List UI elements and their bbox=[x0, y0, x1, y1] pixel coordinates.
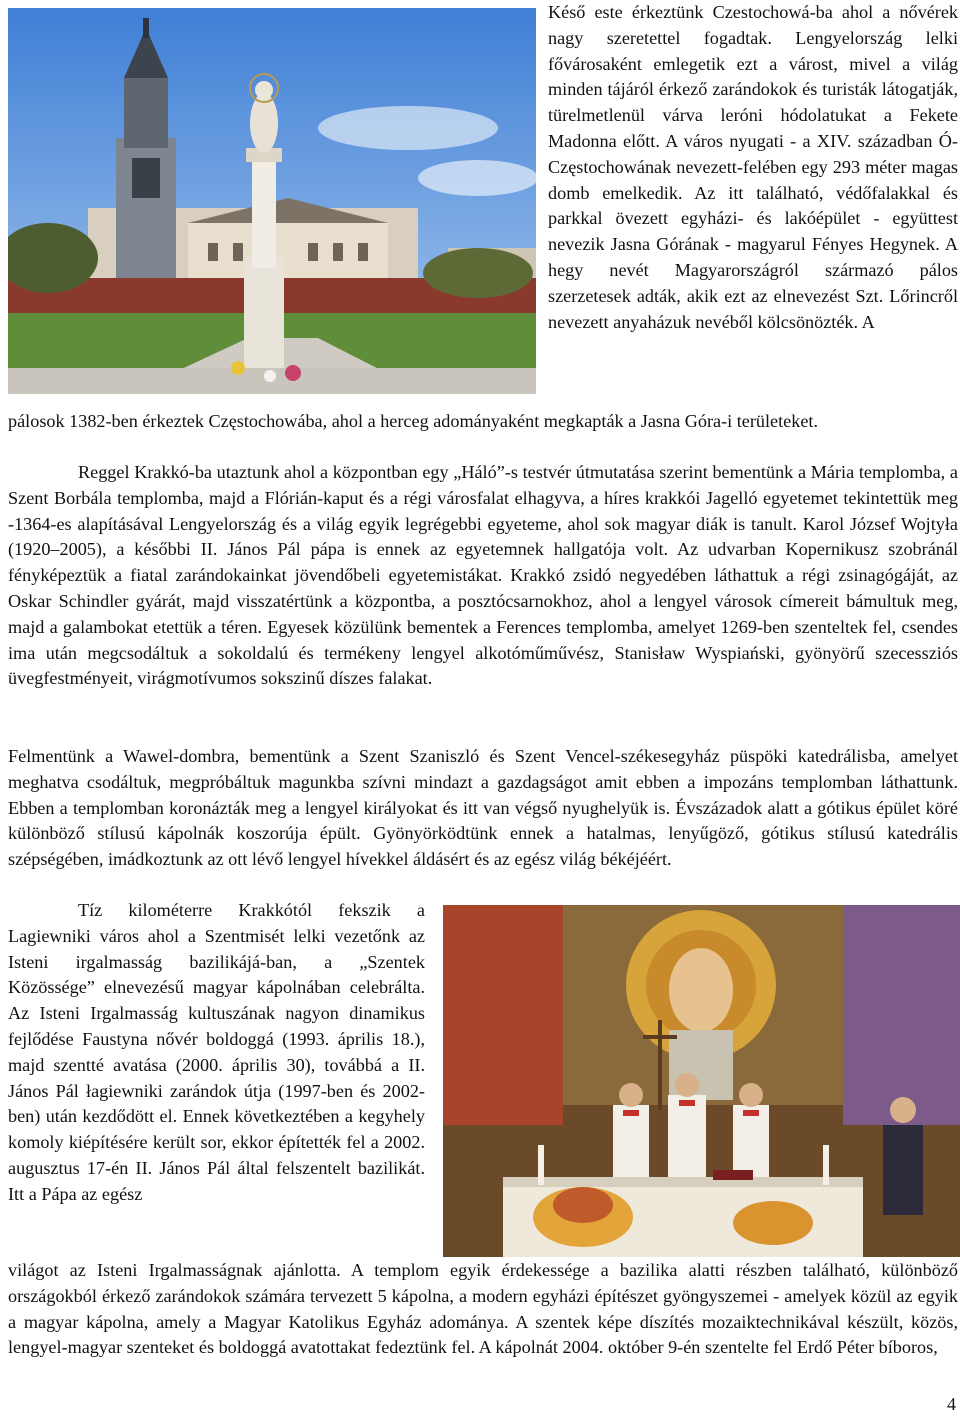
intro-paragraph-continued: pálosok 1382-ben érkeztek Częstochowába, ahol a herceg adományaként megkapták a Jasna Góra-i területeket. bbox=[8, 411, 819, 431]
chapel-mass-photo bbox=[443, 905, 960, 1257]
jasna-gora-photo bbox=[8, 8, 536, 394]
intro-paragraph: Késő este érkeztünk Czestochowá-ba ahol a nővérek nagy szeretettel fogadtak. Lengyelország lelki fővárosaként emlegetik ezt a várost, mivel a világ minden tájáról érkező zarándokok és turisták látogatják, türelmetlenül várva leróni hódolatukat a Fekete Madonna előtt. A város nyugati - a XIV. században Ó- Częstochowának nevezett-felében egy 293 méter magas domb emelkedik. Az itt található, védőfalakkal és parkkal övezett egyházi- és lakóépület - együttest nevezik Jasna Górának - magyarul Fényes Hegynek. A hegy nevét Magyarországról származó pálos szerzetesek adták, akik ezt az elnevezést Szt. Lőrincről nevezett anyaházuk nevéből kölcsönözték. A bbox=[548, 2, 958, 332]
wawel-paragraph: Felmentünk a Wawel-dombra, bementünk a Szent Szaniszló és Szent Vencel-székesegyház püspöki katedrálisba, amelyet meghatva csodáltuk, megpróbáltuk magunkba szívni mindazt a gazdagságot amit ebben a impozáns templomban láthattunk. Ebben a templomban koronázták meg a lengyel királyokat és itt van végső nyughelyük is. Évszázadok alatt a gótikus épület köré különböző stílusú kápolnák koszorúja épült. Gyönyörködtünk ennek a hatalmas, lenyűgöző, gótikus stílusú katedrális szépségében, imádkoztunk az ott lévő lengyel hívekkel áldásért és az egész világ békéjéért. bbox=[8, 746, 958, 870]
lagiewniki-paragraph: Tíz kilométerre Krakkótól fekszik a Lagiewniki város ahol a Szentmisét lelki vezetőnk az Isteni irgalmasság bazilikájá-ban, a „Szentek Közössége” elnevezésű magyar kápolnában celebrálta. Az Isteni Irgalmasság kultuszának nagyon dinamikus fejlődése Faustyna nővér boldoggá (1993. április 18.), majd szentté avatása (2000. április 30), továbbá a II. János Pál łagiewniki zarándok útja (1997-ben és 2002-ben) után kezdődött el. Ennek következtében a kegyhely komoly kiépítésére került sor, ekkor építették fel a 2002. augusztus 17-én II. János Pál által felszentelt bazilikát. Itt a Pápa az egész bbox=[8, 900, 425, 1204]
lagiewniki-paragraph-continued: világot az Isteni Irgalmasságnak ajánlotta. A templom egyik érdekessége a bazilika alatti részben található, különböző országokból érkező zarándokok számára tervezett 5 kápolna, a modern egyházi építészet gyöngyszemei - amelyek közül az egyik a magyar kápolna, amely a Magyar Katolikus Egyház adománya. A szentek képe díszítés mozaiktechnikával készült, közös, lengyel-magyar szenteket és boldoggá avatottakat fedeztünk fel. A kápolnát 2004. október 9-én szentelte fel Erdő Péter bíboros, bbox=[8, 1260, 958, 1358]
krakow-paragraph: Reggel Krakkó-ba utaztunk ahol a központban egy „Háló”-s testvér útmutatása szerint bementünk a Mária templomba, a Szent Borbála templomba, majd a Flórián-kaput és a régi városfalat elhagyva, a híres krakkói Jagelló egyetemet tekintettük meg -1364-es alapításával Lengyelország és a világ egyik legrégebbi egyeteme, ahol sok magyar diák is tanult. Karol József Wojtyła (1920–2005), a későbbi II. János Pál pápa is ennek az egyetemnek hallgatója volt. Az udvarban Kopernikusz szobránál fényképeztük a fiatal zarándokainkat jövendőbeli egyetemistákat. Krakkó zsidó negyedében láthattuk a régi zsinagógáját, az Oskar Schindler gyárát, majd visszatértünk a központba, a posztócsarnokhoz, ahol a lengyel városok címereit bámultuk meg, majd a galambokat etettük a téren. Egyesek közülünk bementek a Ferences templomba, amelyet 1269-ben szenteltek fel, csendes ima után megcsodáltuk a sokoldalú és termékeny lengyel alkotóműművész, Stanisław Wyspiański, gyönyörű szecessziós üvegfestményeit, virágmotívumos sokszinű díszes falakat. bbox=[8, 462, 958, 689]
page-number: 4 bbox=[947, 1394, 956, 1414]
